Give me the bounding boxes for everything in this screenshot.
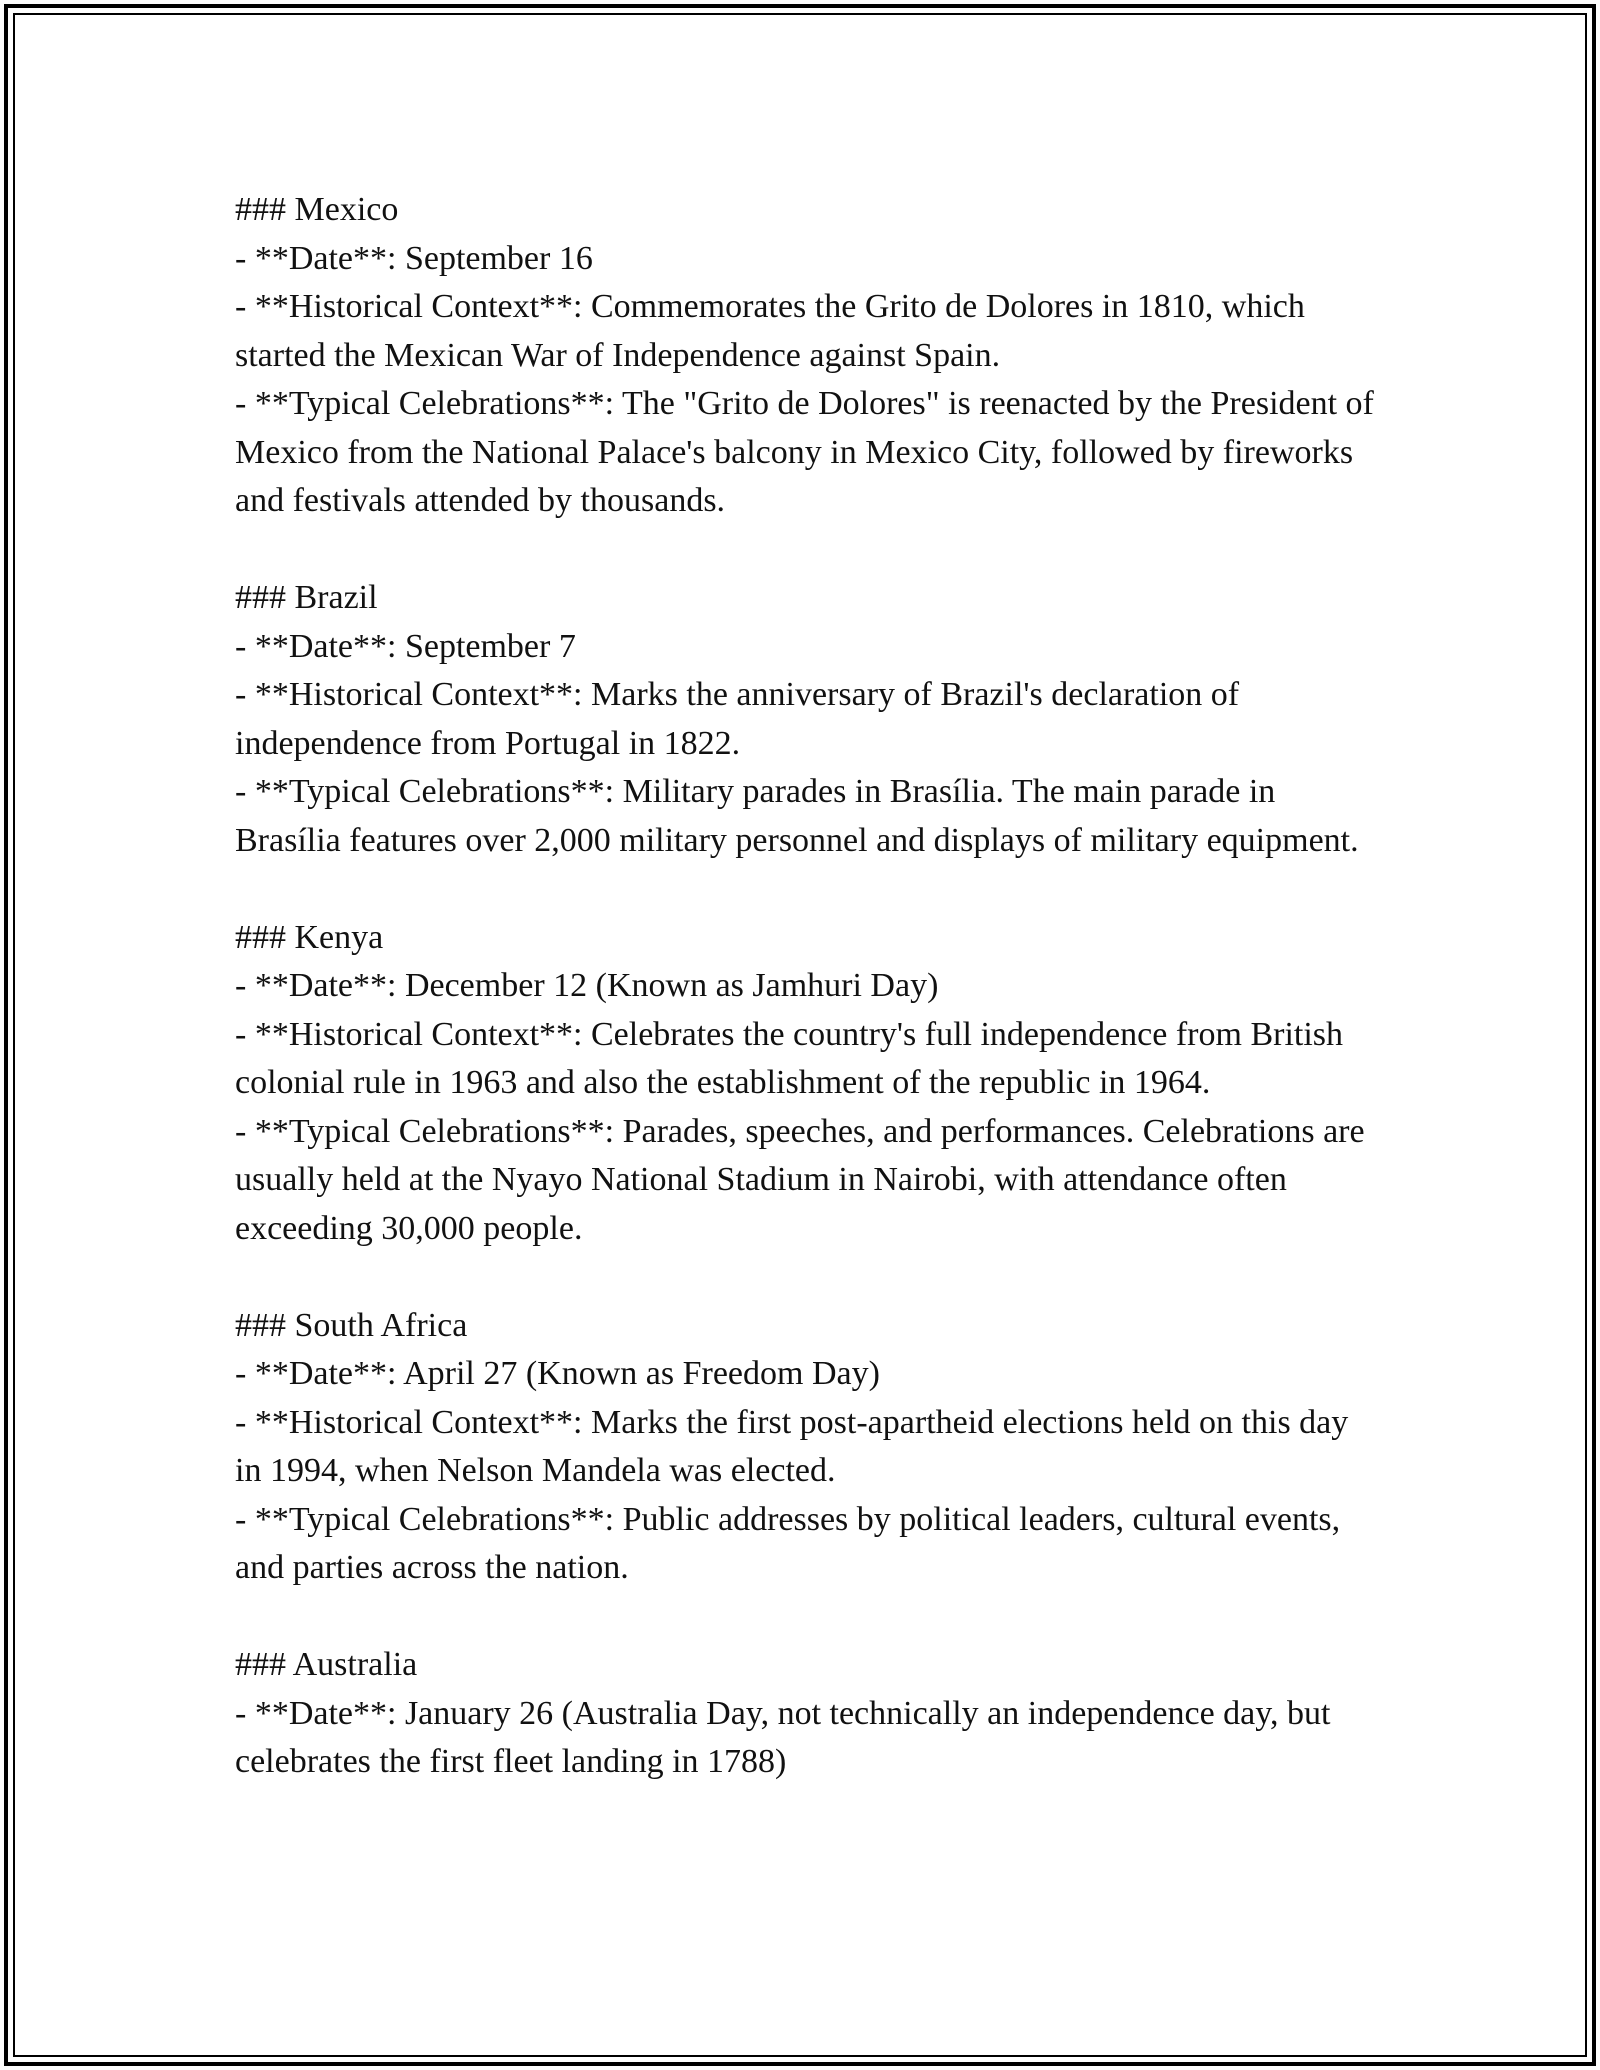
section-heading: ### Australia	[235, 1646, 418, 1683]
historical-context-line: - **Historical Context**: Marks the first post-apartheid elections held on this day in 1994, when Nelson Mandela was elected.	[235, 1403, 1349, 1489]
section-australia	[235, 1641, 1375, 1787]
historical-context-line: - **Historical Context**: Commemorates the Grito de Dolores in 1810, which started the Mexican War of Independence against Spain.	[235, 288, 1305, 374]
historical-context-line: - **Historical Context**: Marks the anniversary of Brazil's declaration of independence from Portugal in 1822.	[235, 676, 1240, 762]
date-line: - **Date**: January 26 (Australia Day, not technically an independence day, but celebrates the first fleet landing in 1788)	[235, 1694, 1331, 1780]
date-line: - **Date**: September 7	[235, 627, 576, 665]
section-heading: ### South Africa	[235, 1306, 468, 1344]
date-line: - **Date**: April 27 (Known as Freedom Day)	[235, 1355, 880, 1392]
section-heading: ### Kenya	[235, 918, 384, 956]
section-kenya	[235, 914, 1375, 1254]
typical-celebrations-line: - **Typical Celebrations**: The "Grito de Dolores" is reenacted by the President of Mexico from the National Palace's balcony in Mexico City, followed by fireworks and festivals attended by thousands.	[235, 385, 1374, 519]
section-heading: ### Mexico	[235, 191, 399, 228]
typical-celebrations-line: - **Typical Celebrations**: Parades, speeches, and performances. Celebrations are usually held at the Nyayo National Stadium in Nairobi, with attendance often exceeding 30,000 people.	[235, 1112, 1365, 1247]
section-south-africa	[235, 1302, 1375, 1593]
section-brazil	[235, 574, 1375, 865]
section-heading: ### Brazil	[235, 579, 378, 616]
typical-celebrations-line: - **Typical Celebrations**: Military parades in Brasília. The main parade in Brasília features over 2,000 military personnel and displays of military equipment.	[235, 773, 1359, 859]
date-line: - **Date**: December 12 (Known as Jamhuri Day)	[235, 967, 939, 1004]
historical-context-line: - **Historical Context**: Celebrates the country's full independence from British colonial rule in 1963 and also the establishment of the republic in 1964.	[235, 1015, 1344, 1101]
date-line: - **Date**: September 16	[235, 239, 593, 277]
section-mexico	[235, 186, 1375, 526]
document-body	[235, 186, 1375, 1787]
typical-celebrations-line: - **Typical Celebrations**: Public addresses by political leaders, cultural events, and parties across the nation.	[235, 1500, 1341, 1586]
